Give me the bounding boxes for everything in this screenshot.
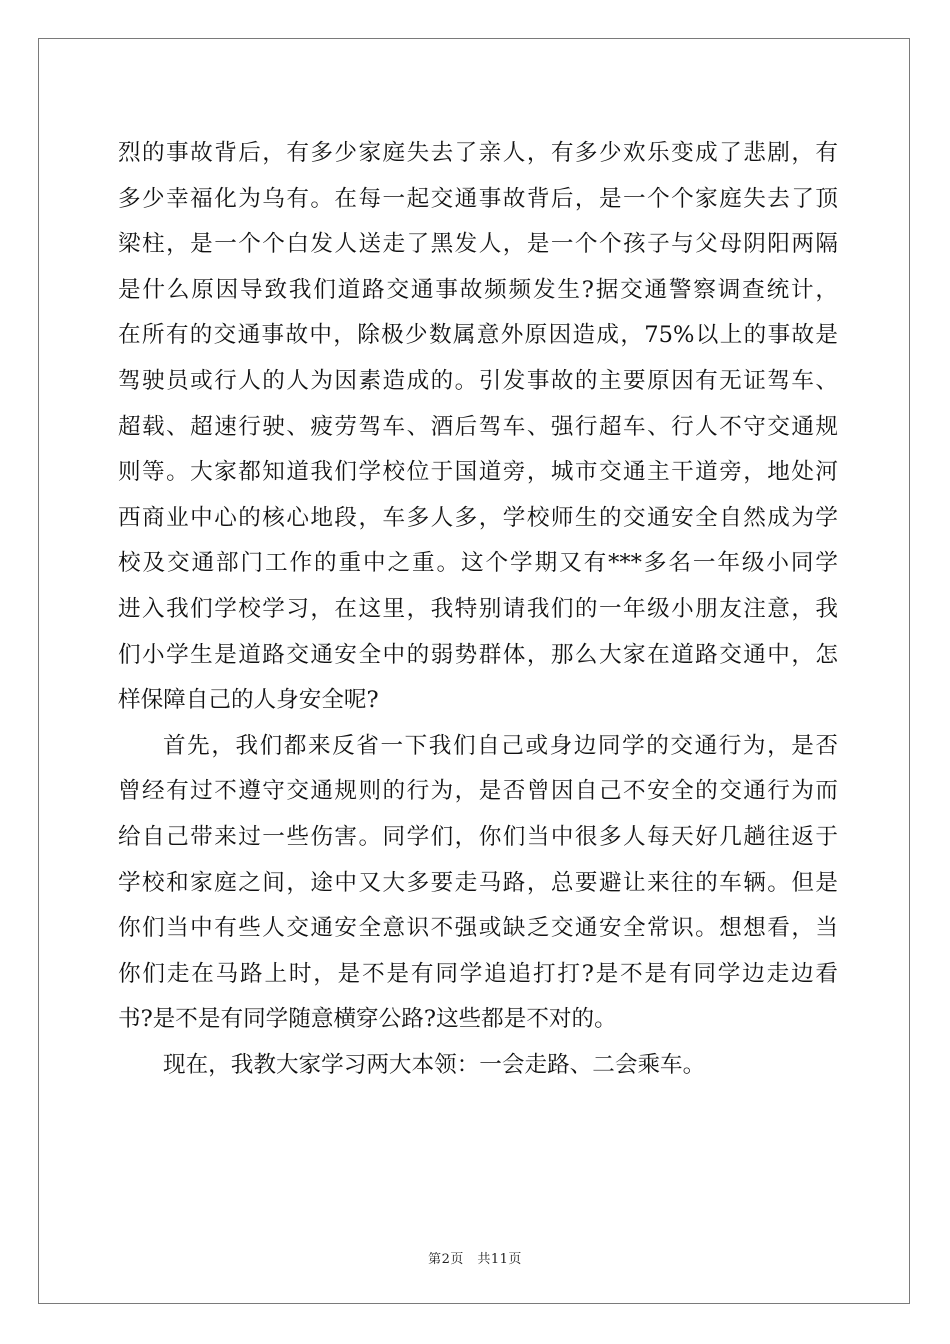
text-line: 则等。大家都知道我们学校位于国道旁，城市交通主干道旁，地处河	[118, 459, 838, 486]
text-line: 驾驶员或行人的人为因素造成的。引发事故的主要原因有无证驾车、	[118, 367, 838, 394]
text-line: 进入我们学校学习，在这里，我特别请我们的一年级小朋友注意，我	[118, 595, 838, 622]
text-line: 超载、超速行驶、疲劳驾车、酒后驾车、强行超车、行人不守交通规	[118, 413, 838, 440]
paragraph-start-line: 首先，我们都来反省一下我们自己或身边同学的交通行为，是否	[163, 732, 838, 759]
text-line: 给自己带来过一些伤害。同学们，你们当中很多人每天好几趟往返于	[118, 823, 838, 850]
text-line: 样保障自己的人身安全呢?	[118, 687, 379, 714]
text-line: 是什么原因导致我们道路交通事故频频发生?据交通警察调查统计，	[118, 276, 838, 303]
text-line: 梁柱，是一个个白发人送走了黑发人，是一个个孩子与父母阴阳两隔	[118, 231, 838, 258]
text-line: 们小学生是道路交通安全中的弱势群体，那么大家在道路交通中，怎	[118, 641, 838, 668]
text-line: 校及交通部门工作的重中之重。这个学期又有***多名一年级小同学	[118, 550, 838, 577]
text-line: 书?是不是有同学随意横穿公路?这些都是不对的。	[118, 1006, 617, 1033]
text-line: 烈的事故背后，有多少家庭失去了亲人，有多少欢乐变成了悲剧，有	[118, 140, 838, 166]
text-line: 西商业中心的核心地段，车多人多，学校师生的交通安全自然成为学	[118, 504, 838, 531]
paragraph-start-line: 现在，我教大家学习两大本领：一会走路、二会乘车。	[163, 1051, 706, 1078]
text-line: 你们走在马路上时，是不是有同学追追打打?是不是有同学边走边看	[118, 960, 838, 987]
text-line: 多少幸福化为乌有。在每一起交通事故背后，是一个个家庭失去了顶	[118, 185, 838, 212]
text-line: 学校和家庭之间，途中又大多要走马路，总要避让来往的车辆。但是	[118, 869, 838, 896]
text-line: 曾经有过不遵守交通规则的行为，是否曾因自己不安全的交通行为而	[118, 778, 838, 805]
page-number-footer: 第2页 共11页	[428, 1252, 522, 1267]
document-body	[118, 131, 838, 1088]
text-line: 在所有的交通事故中，除极少数属意外原因造成，75%以上的事故是	[118, 322, 838, 349]
text-line: 你们当中有些人交通安全意识不强或缺乏交通安全常识。想想看，当	[118, 915, 838, 942]
